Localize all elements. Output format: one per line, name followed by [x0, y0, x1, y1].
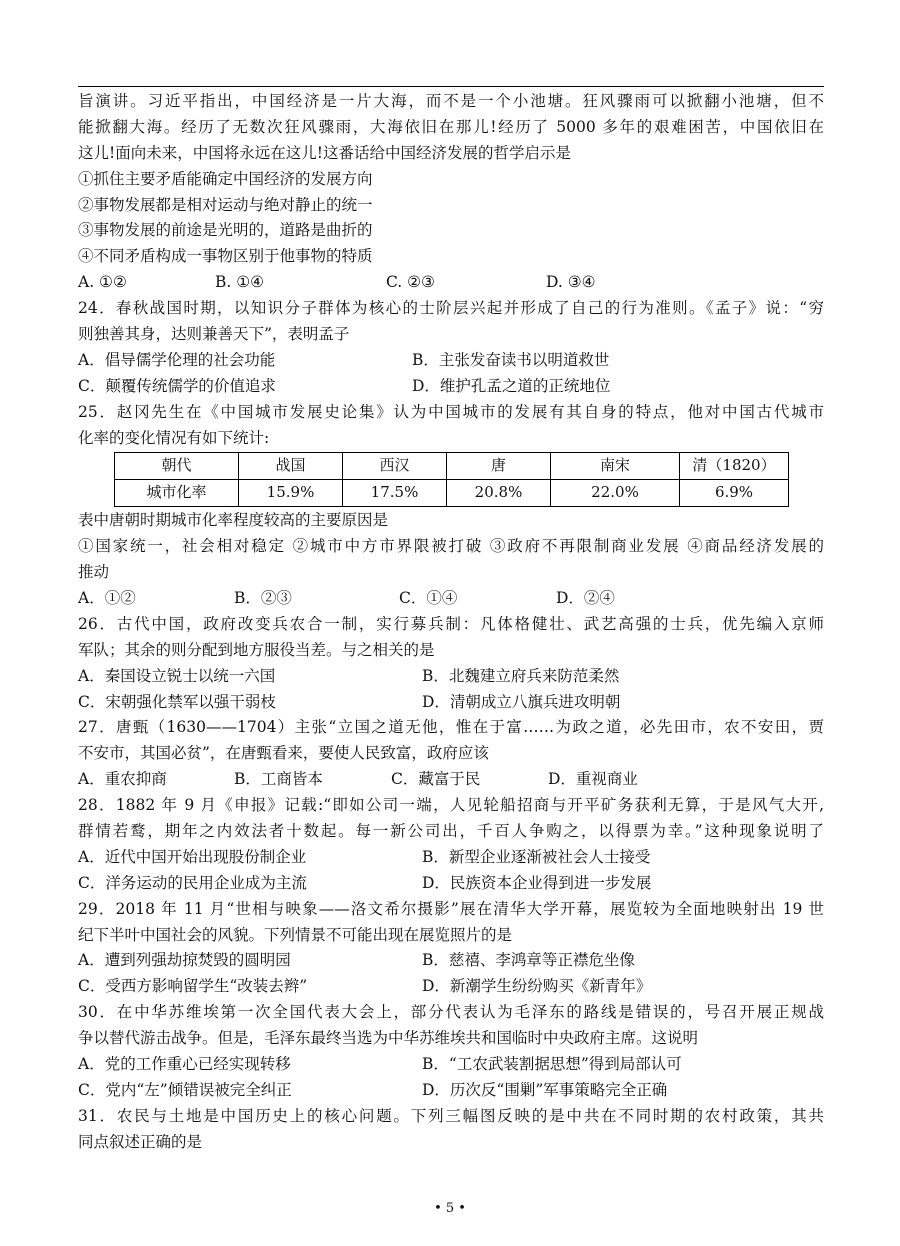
answer-options	[78, 586, 824, 612]
option-a: A．倡导儒学伦理的社会功能	[78, 350, 276, 369]
statement-item: ②事物发展都是相对运动与绝对静止的统一	[78, 195, 373, 214]
option-a: A．党的工作重心已经实现转移	[78, 1054, 291, 1073]
header-rule	[78, 86, 824, 87]
table-cell: 唐	[447, 453, 551, 480]
option-d: D．重视商业	[548, 770, 638, 789]
option-a: A．遭到列强劫掠焚毁的圆明园	[78, 951, 291, 970]
answer-options	[78, 348, 824, 374]
question-26-stem: 26．古代中国，政府改变兵农合一制，实行募兵制：凡体格健壮、武艺高强的士兵，优先编入京师	[78, 614, 824, 633]
option-b: B．慈禧、李鸿章等正襟危坐像	[422, 951, 635, 970]
statement-item: ③事物发展的前途是光明的，道路是曲折的	[78, 221, 373, 240]
table-cell: 朝代	[115, 453, 239, 480]
page-content	[78, 89, 824, 1156]
option-b: B．②③	[234, 588, 292, 607]
question-29-stem: 纪下半叶中国社会的风貌。下列情景不可能出现在展览照片的是	[78, 925, 513, 944]
question-30-stem: 争以替代游击战争。但是，毛泽东最终当选为中华苏维埃共和国临时中央政府主席。这说明	[78, 1029, 699, 1048]
option-b: B．北魏建立府兵来防范柔然	[422, 666, 620, 685]
answer-options	[78, 845, 824, 871]
answer-options	[78, 974, 824, 1000]
option-a: A．近代中国开始出现股份制企业	[78, 847, 307, 866]
question-24-stem: 则独善其身，达则兼善天下”，表明孟子	[78, 325, 350, 344]
page-number: • 5 •	[434, 1201, 466, 1216]
option-c: C．①④	[399, 588, 458, 607]
question-31-stem: 31．农民与土地是中国历史上的核心问题。下列三幅图反映的是中共在不同时期的农村政策，其共	[78, 1106, 824, 1125]
option-b: B．新型企业逐渐被社会人士接受	[422, 847, 651, 866]
option-c: C．颠覆传统儒学的价值追求	[78, 376, 276, 395]
table-cell: 战国	[239, 453, 343, 480]
question-24-stem: 24．春秋战国时期，以知识分子群体为核心的士阶层兴起并形成了自己的行为准则。《孟子》说：“穷	[78, 299, 824, 318]
option-c: C. ②③	[386, 273, 435, 292]
option-a: A．秦国设立锐士以统一六国	[78, 666, 276, 685]
option-d: D．民族资本企业得到进一步发展	[422, 873, 652, 892]
table-cell: 15.9%	[239, 480, 343, 507]
statement-item: ①抓住主要矛盾能确定中国经济的发展方向	[78, 169, 373, 188]
option-a: A．重农抑商	[78, 770, 167, 789]
table-cell: 22.0%	[551, 480, 680, 507]
question-30-stem: 30．在中华苏维埃第一次全国代表大会上，部分代表认为毛泽东的路线是错误的，号召开展正规战	[78, 1003, 824, 1022]
option-b: B．工商皆本	[234, 770, 323, 789]
text-line: 旨演讲。习近平指出，中国经济是一片大海，而不是一个小池塘。狂风骤雨可以掀翻小池塘，但不	[78, 92, 824, 110]
question-28-stem: 群情若鹜，期年之内效法者十数起。每一新公司出，千百人争购之，以得票为幸。”这种现象说明了	[78, 821, 824, 840]
question-25-statements: ①国家统一，社会相对稳定 ②城市中方市界限被打破 ③政府不再限制商业发展 ④商品经济发展的	[78, 537, 824, 556]
answer-options	[78, 270, 824, 296]
question-26-stem: 军队；其余的则分配到地方服役当差。与之相关的是	[78, 640, 435, 659]
option-b: B．“工农武装割据思想”得到局部认可	[422, 1054, 682, 1073]
question-25-prompt: 表中唐朝时期城市化率程度较高的主要原因是	[78, 511, 389, 530]
table-cell: 西汉	[343, 453, 447, 480]
answer-options	[78, 767, 824, 793]
question-25-statements: 推动	[78, 563, 110, 582]
option-d: D．历次反“围剿”军事策略完全正确	[422, 1080, 668, 1099]
option-b: B. ①④	[215, 273, 265, 292]
text-line: 能掀翻大海。经历了无数次狂风骤雨，大海依旧在那儿!经历了 5000 多年的艰难困苦，中国依旧在	[78, 117, 824, 136]
table-cell: 城市化率	[115, 480, 239, 507]
statement-item: ④不同矛盾构成一事物区别于他事物的特质	[78, 247, 373, 266]
option-c: C．党内“左”倾错误被完全纠正	[78, 1080, 292, 1099]
question-27-stem: 27．唐甄（1630——1704）主张“立国之道无他，惟在于富……为政之道，必先田市，农不安田，贾	[78, 718, 824, 737]
question-31-stem: 同点叙述正确的是	[78, 1132, 203, 1151]
option-d: D．②④	[556, 588, 615, 607]
question-28-stem: 28．1882 年 9 月《申报》记载:“即如公司一端，人见轮船招商与开平矿务获利无算，于是风气大开,	[78, 796, 824, 815]
option-c: C．宋朝强化禁军以强干弱枝	[78, 692, 276, 711]
option-a: A．①②	[78, 588, 136, 607]
answer-options	[78, 1078, 824, 1104]
table-cell: 6.9%	[680, 480, 789, 507]
question-29-stem: 29．2018 年 11 月“世相与映象——洛文希尔摄影”展在清华大学开幕，展览较为全面地映射出 19 世	[78, 899, 824, 918]
question-25-stem: 25．赵冈先生在《中国城市发展史论集》认为中国城市的发展有其自身的特点，他对中国古代城市	[78, 402, 824, 421]
answer-options	[78, 690, 824, 716]
option-d: D．维护孔孟之道的正统地位	[412, 376, 611, 395]
option-c: C．受西方影响留学生“改装去辫”	[78, 977, 308, 996]
urbanization-table	[114, 452, 789, 507]
table-cell: 南宋	[551, 453, 680, 480]
option-b: B．主张发奋读书以明道救世	[412, 350, 610, 369]
text-line: 这儿!面向未来，中国将永远在这儿!这番话给中国经济发展的哲学启示是	[78, 143, 571, 162]
option-d: D．新潮学生纷纷购买《新青年》	[422, 977, 652, 996]
question-25-stem: 化率的变化情况有如下统计:	[78, 428, 270, 447]
option-a: A. ①②	[78, 273, 127, 292]
answer-options	[78, 374, 824, 400]
table-cell: 20.8%	[447, 480, 551, 507]
answer-options	[78, 1052, 824, 1078]
answer-options	[78, 664, 824, 690]
option-d: D．清朝成立八旗兵进攻明朝	[422, 692, 621, 711]
answer-options	[78, 948, 824, 974]
answer-options	[78, 871, 824, 897]
option-c: C．藏富于民	[391, 770, 481, 789]
question-27-stem: 不安市，其国必贫”，在唐甄看来，要使人民致富，政府应该	[78, 744, 489, 763]
table-row	[115, 480, 789, 507]
table-cell: 17.5%	[343, 480, 447, 507]
option-d: D. ③④	[546, 273, 596, 292]
table-header-row	[115, 453, 789, 480]
option-c: C．洋务运动的民用企业成为主流	[78, 873, 307, 892]
table-cell: 清（1820）	[680, 453, 789, 480]
